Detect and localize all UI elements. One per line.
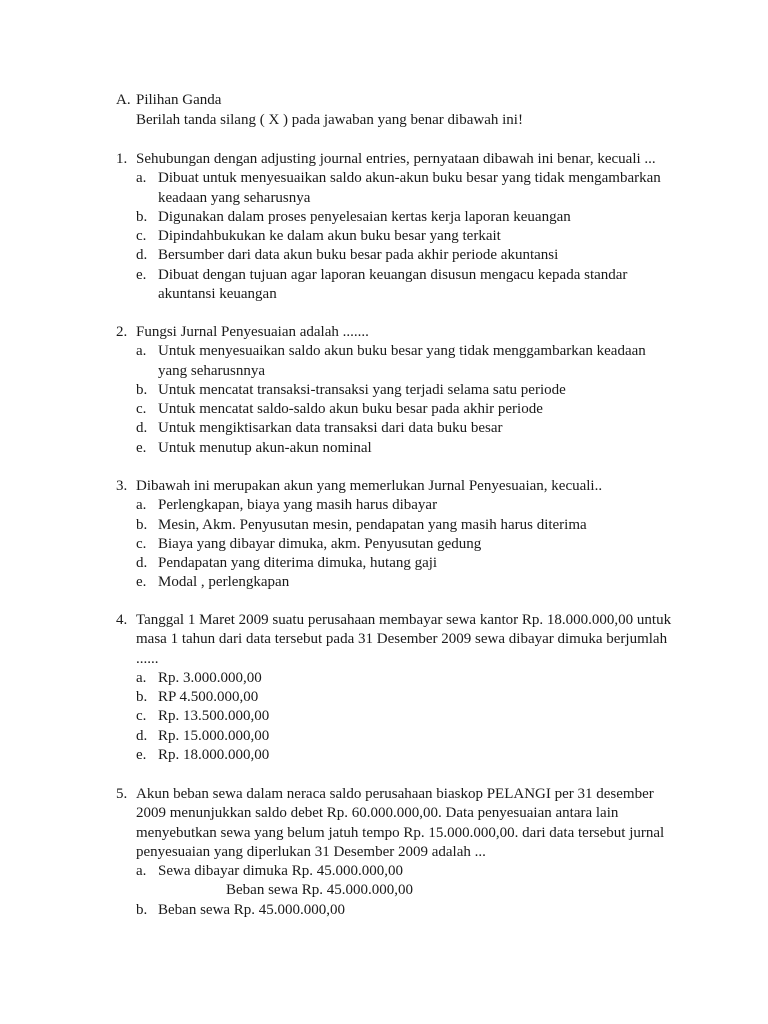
option-d [136,246,676,265]
option-text: Untuk mengiktisarkan data transaksi dari data buku besar [158,420,503,437]
question-text: Akun beban sewa dalam neraca saldo perusahaan biaskop PELANGI per 31 desember 2009 menunjukkan saldo debet Rp. 60.000.000,00. Data penyesuaian antara lain menyebutkan sewa yang belum jatuh tempo Rp. 15.000.000,00. dari data tersebut jurnal penyesuaian yang diperlukan 31 Desember 2009 adalah ... [136,786,665,860]
question-2 [116,323,676,458]
option-text: Rp. 18.000.000,00 [158,747,270,764]
question-number: 3. [116,478,128,494]
option-list [116,862,676,920]
option-letter: b. [136,381,148,398]
option-letter: c. [136,228,147,245]
option-list [116,342,676,458]
option-text: Untuk menutup akun-akun nominal [158,439,372,456]
option-text: Modal , perlengkapan [158,574,290,591]
option-text: Dibuat untuk menyesuaikan saldo akun-akun buku besar yang tidak mengambarkan keadaan yang seharusnya [158,170,661,206]
option-a [136,496,676,515]
option-text: Untuk mencatat transaksi-transaksi yang terjadi selama satu periode [158,381,566,398]
question-text: Tanggal 1 Maret 2009 suatu perusahaan membayar sewa kantor Rp. 18.000.000,00 untuk masa 1 tahun dari data tersebut pada 31 Desember 2009 sewa dibayar dimuka berjumlah ...... [136,612,672,667]
question-4 [116,611,676,765]
option-b [136,901,676,920]
option-text: Dibuat dengan tujuan agar laporan keuangan disusun mengacu kepada standar akuntansi keuangan [158,266,628,303]
option-text: Rp. 15.000.000,00 [158,727,270,744]
option-text: Untuk mencatat saldo-saldo akun buku besar pada akhir periode [158,401,543,418]
option-d [136,419,676,438]
option-letter: a. [136,863,147,880]
option-text: Beban sewa Rp. 45.000.000,00 [158,901,346,918]
option-text: Perlengkapan, biaya yang masih harus dibayar [158,497,438,514]
option-text: RP 4.500.000,00 [158,689,259,706]
option-letter: e. [136,439,147,456]
question-text: Sehubungan dengan adjusting journal entries, pernyataan dibawah ini benar, kecuali ... [136,151,656,167]
question-1 [116,150,676,304]
option-letter: b. [136,516,148,533]
option-letter: e. [136,747,147,764]
question-number: 1. [116,151,128,167]
option-letter: b. [136,901,148,918]
option-letter: d. [136,555,148,572]
option-b [136,688,676,707]
option-letter: d. [136,247,148,264]
question-3 [116,477,676,593]
option-letter: c. [136,708,147,725]
question-number: 5. [116,786,128,802]
question-number: 2. [116,324,128,340]
option-letter: d. [136,727,148,744]
option-b [136,516,676,535]
option-letter: e. [136,574,147,591]
option-text: Rp. 3.000.000,00 [158,669,262,686]
option-text: Untuk menyesuaikan saldo akun buku besar yang tidak menggambarkan keadaan yang seharusnnya [158,343,646,379]
option-c [136,707,676,726]
option-letter: a. [136,170,147,187]
option-d [136,727,676,746]
option-text: Digunakan dalam proses penyelesaian kertas kerja laporan keuangan [158,208,571,225]
option-c [136,227,676,246]
question-text: Dibawah ini merupakan akun yang memerlukan Jurnal Penyesuaian, kecuali.. [136,478,603,494]
option-text: Biaya yang dibayar dimuka, akm. Penyusutan gedung [158,535,482,552]
option-e [136,439,676,458]
section-title: Pilihan Ganda [136,92,222,108]
option-letter: a. [136,497,147,514]
option-list [116,169,676,304]
option-letter: d. [136,420,148,437]
option-b [136,208,676,227]
option-list [116,496,676,592]
option-text: Mesin, Akm. Penyusutan mesin, pendapatan yang masih harus diterima [158,516,587,533]
question-5 [116,785,676,920]
option-letter: b. [136,689,148,706]
option-letter: b. [136,208,148,225]
option-text: Sewa dibayar dimuka Rp. 45.000.000,00 [158,863,403,880]
option-letter: c. [136,401,147,418]
option-a [136,669,676,688]
option-letter: a. [136,343,147,360]
section-instruction: Berilah tanda silang ( X ) pada jawaban yang benar dibawah ini! [136,112,523,128]
option-e [136,573,676,592]
option-b [136,381,676,400]
option-text: Dipindahbukukan ke dalam akun buku besar yang terkait [158,228,501,245]
option-d [136,554,676,573]
option-e [136,266,676,305]
section-letter: A. [116,92,131,108]
option-a [136,862,676,901]
option-letter: a. [136,669,147,686]
option-e [136,746,676,765]
option-c [136,535,676,554]
option-credit-line: Beban sewa Rp. 45.000.000,00 [226,882,414,899]
option-text: Rp. 13.500.000,00 [158,708,270,725]
option-text: Pendapatan yang diterima dimuka, hutang gaji [158,555,438,572]
option-a [136,169,676,208]
question-text: Fungsi Jurnal Penyesuaian adalah ....... [136,324,369,340]
option-c [136,400,676,419]
option-text: Bersumber dari data akun buku besar pada akhir periode akuntansi [158,247,559,264]
option-list [116,669,676,765]
question-number: 4. [116,612,128,628]
option-a [136,342,676,381]
option-letter: e. [136,266,147,283]
option-letter: c. [136,535,147,552]
